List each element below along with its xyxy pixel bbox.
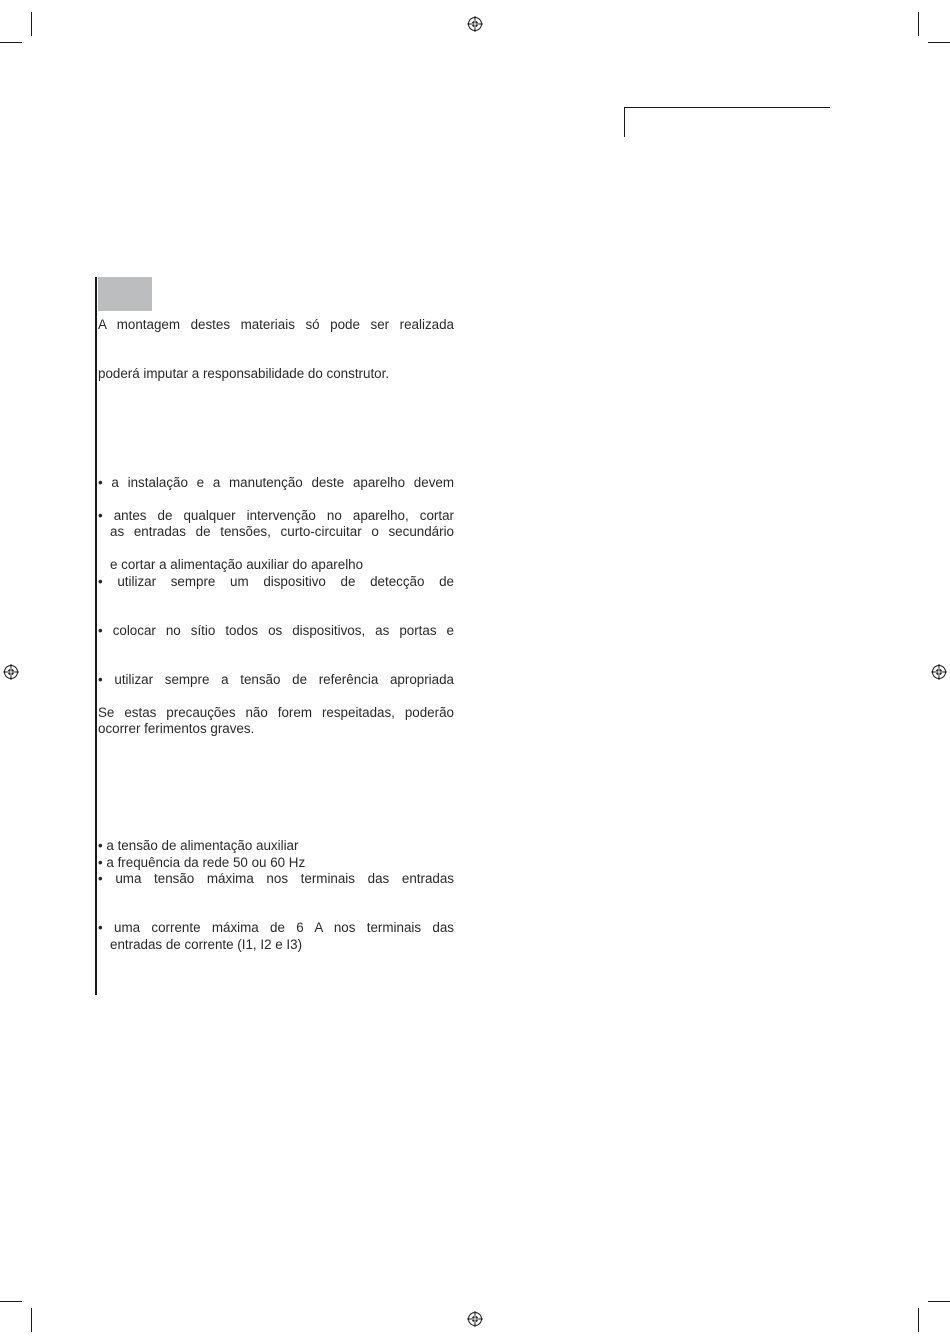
registration-mark-icon — [3, 664, 19, 680]
crop-mark-bottom-right-v — [918, 1308, 919, 1332]
crop-mark-top-left-v — [31, 12, 32, 36]
bullet-5-line-1: • utilizar sempre a tensão de referência apropriada — [98, 672, 454, 687]
bullet-2-line-3: e cortar a alimentação auxiliar do aparelho — [110, 557, 364, 572]
crop-mark-top-right-h — [928, 42, 950, 43]
warning-line-1: Se estas precauções não forem respeitadas, poderão — [98, 705, 454, 720]
registration-mark-icon — [467, 16, 483, 32]
bullet-3-line-1: • utilizar sempre um dispositivo de detecção de — [98, 574, 454, 589]
crop-mark-bottom-left-v — [31, 1308, 32, 1332]
crop-mark-bottom-right-h — [928, 1301, 950, 1302]
spec-line-1: • a tensão de alimentação auxiliar — [98, 838, 299, 853]
crop-mark-top-right-v — [918, 12, 919, 36]
crop-mark-bottom-left-h — [0, 1301, 22, 1302]
bullet-4-line-1: • colocar no sítio todos os dispositivos, as portas e — [98, 623, 454, 638]
bullet-2-line-2: as entradas de tensões, curto-circuitar o secundário — [110, 524, 454, 539]
spec-line-2: • a frequência da rede 50 ou 60 Hz — [98, 855, 306, 870]
bullet-1-line-1: • a instalação e a manutenção deste aparelho devem — [98, 475, 454, 490]
registration-mark-icon — [931, 664, 947, 680]
spec-line-5: entradas de corrente (I1, I2 e I3) — [110, 937, 303, 952]
section-rule — [95, 277, 97, 995]
registration-mark-icon — [467, 1311, 483, 1327]
intro-line-1: A montagem destes materiais só pode ser realizada — [98, 317, 454, 332]
section-heading-box — [98, 277, 152, 311]
crop-mark-top-left-h — [0, 42, 22, 43]
warning-line-2: ocorrer ferimentos graves. — [98, 721, 255, 736]
intro-line-2: poderá imputar a responsabilidade do construtor. — [98, 366, 390, 381]
bullet-2-line-1: • antes de qualquer intervenção no aparelho, cortar — [98, 508, 454, 523]
spec-line-4: • uma corrente máxima de 6 A nos terminais das — [98, 920, 454, 935]
spec-line-3: • uma tensão máxima nos terminais das entradas — [98, 871, 454, 886]
header-frame — [624, 107, 830, 137]
